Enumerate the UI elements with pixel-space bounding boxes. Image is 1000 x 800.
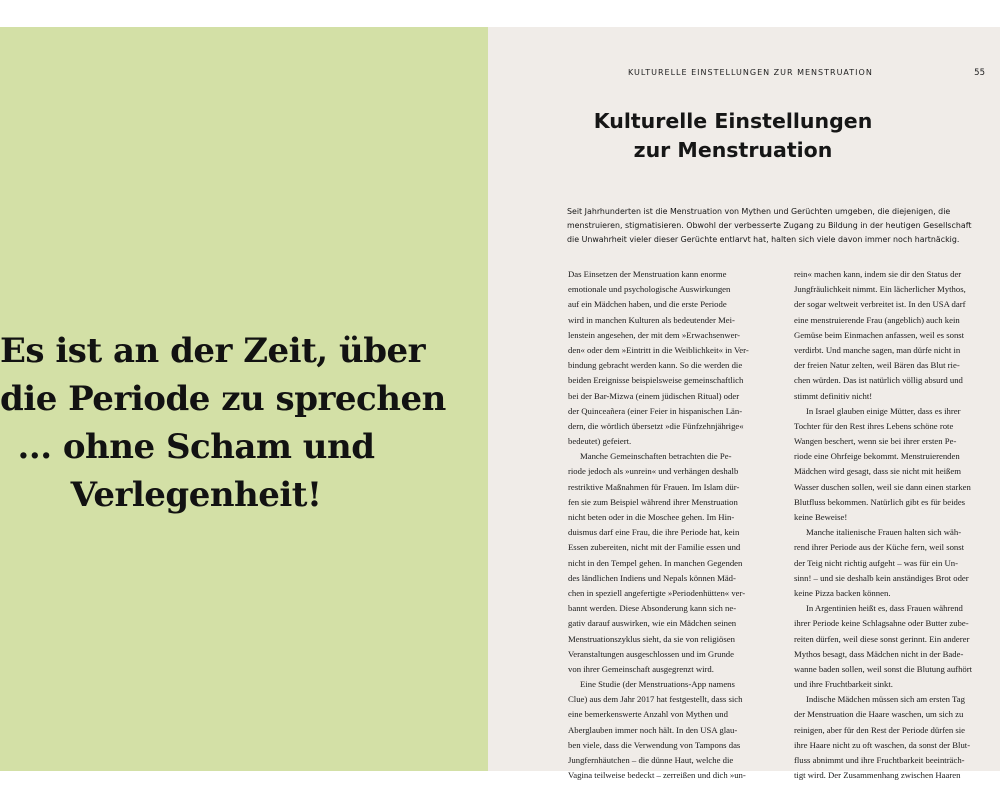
body-text-line: und ihre Fruchtbarkeit sinkt. bbox=[794, 679, 893, 690]
body-text-line: nicht in den Tempel gehen. In manchen Gegenden bbox=[568, 557, 743, 568]
page-number: 55 bbox=[974, 68, 985, 78]
chapter-title-line: Kulturelle Einstellungen bbox=[593, 109, 873, 133]
body-text-line: In Israel glauben einige Mütter, dass es ihrer bbox=[806, 405, 961, 416]
body-text-line: Menstruationszyklus sieht, da sie von religiösen bbox=[568, 633, 735, 644]
body-text-line: sinn! – und sie deshalb kein anständiges Brot oder bbox=[794, 572, 969, 583]
body-text-line: Manche italienische Frauen halten sich wäh- bbox=[806, 527, 962, 538]
pull-quote bbox=[0, 327, 446, 519]
body-text-line: Aberglauben immer noch hält. In den USA glau- bbox=[568, 724, 738, 735]
body-text-line: Gemüse beim Einmachen anfassen, weil es sonst bbox=[794, 329, 965, 340]
body-text-line: auf ein Mädchen haben, und die erste Periode bbox=[568, 299, 727, 310]
body-text-line: Essen zubereiten, nicht mit der Familie essen und bbox=[568, 542, 741, 553]
body-text-line: Jungfernhäutchen – die dünne Haut, welche die bbox=[568, 755, 734, 765]
body-text-line: Vagina teilweise bedeckt – zerreißen und dich »un- bbox=[568, 770, 746, 781]
body-text-line: reinigen, aber für den Rest der Periode dürfen sie bbox=[794, 724, 966, 735]
body-text-line: des ländlichen Indiens und Nepals können Mäd- bbox=[568, 572, 736, 583]
body-column-right bbox=[794, 267, 999, 783]
body-text-line: der sogar weltweit verbreitet ist. In den USA darf bbox=[794, 299, 966, 310]
pull-quote-line: ... ohne Scham und bbox=[17, 427, 375, 467]
body-text-line: fen sie zum Beispiel während ihrer Menstruation bbox=[568, 496, 738, 507]
body-text-line: Wasser duschen sollen, weil sie dann einen starken bbox=[794, 481, 971, 492]
body-text-line: rend ihrer Periode aus der Küche fern, weil sonst bbox=[794, 542, 965, 553]
body-text-line: bei der Bar-Mizwa (einem jüdischen Ritual) oder bbox=[568, 390, 740, 401]
intro-line: menstruieren, stigmatisieren. Obwohl der verbesserte Zugang zu Bildung in der heutigen Gesellschaft bbox=[567, 221, 972, 230]
pull-quote-line: Verlegenheit! bbox=[70, 475, 322, 515]
body-text-line: stimmt definitiv nicht! bbox=[794, 390, 873, 401]
body-text-line: emotionale und psychologische Auswirkungen bbox=[568, 284, 731, 295]
intro-line: die Unwahrheit vieler dieser Gerüchte entlarvt hat, halten sich viele davon immer noch hartnäckig. bbox=[567, 235, 960, 244]
body-text-line: lenstein angesehen, der mit dem »Erwachsenwer- bbox=[568, 329, 741, 340]
body-text-line: Indische Mädchen müssen sich am ersten Tag bbox=[806, 694, 965, 705]
body-text-line: eine menstruierende Frau (angeblich) auch kein bbox=[794, 314, 960, 325]
body-text-line: Manche Gemeinschaften betrachten die Pe- bbox=[580, 451, 732, 462]
book-spread bbox=[0, 27, 1000, 781]
body-text-line: keine Beweise! bbox=[794, 512, 848, 522]
left-page bbox=[0, 27, 488, 771]
body-text-line: rein« machen kann, indem sie dir den Status der bbox=[794, 269, 962, 279]
body-text-line: duismus darf eine Frau, die ihre Periode hat, kein bbox=[568, 527, 740, 538]
body-text-line: Wangen beschert, wenn sie bei ihrer ersten Pe- bbox=[794, 436, 957, 447]
body-text-line: keine Pizza backen können. bbox=[794, 587, 891, 598]
body-text-line: Mythos besagt, dass Mädchen nicht in der Bade- bbox=[794, 648, 964, 659]
body-text-line: reiten dürfen, weil diese sonst gerinnt. Ein anderer bbox=[794, 633, 970, 644]
body-text-line: bedeutet) gefeiert. bbox=[568, 436, 632, 447]
body-text-line: der Teig nicht richtig aufgeht – was für ein Un- bbox=[794, 557, 959, 568]
body-text-line: dern, die wörtlich übersetzt »die Fünfzehnjährige« bbox=[568, 420, 744, 431]
body-text-line: Jungfräulichkeit nimmt. Ein lächerlicher Mythos, bbox=[794, 284, 966, 295]
body-text-line: Tochter für den Rest ihres Lebens schöne rote bbox=[794, 420, 954, 431]
body-text-line: der Menstruation die Haare waschen, um sich zu bbox=[794, 709, 964, 720]
body-text-line: beiden Ereignisse beispielsweise gemeinschaftlich bbox=[568, 375, 744, 386]
body-text-line: Clue) aus dem Jahr 2017 hat festgestellt, dass sich bbox=[568, 694, 743, 705]
body-text-line: tigt wird. Der Zusammenhang zwischen Haaren bbox=[794, 770, 961, 781]
body-text-line: wanne baden sollen, weil sonst die Blutung aufhört bbox=[794, 663, 973, 674]
body-text-line: ihrer Periode keine Schlagsahne oder Butter zube- bbox=[794, 618, 969, 629]
intro-paragraph bbox=[567, 205, 998, 247]
body-text-line: riode jedoch als »unrein« und verhängen deshalb bbox=[568, 466, 739, 477]
body-text-line: chen in speziell angefertigte »Periodenhütten« ver- bbox=[568, 587, 746, 598]
body-text-line: wird in manchen Kulturen als bedeutender Mei- bbox=[568, 314, 735, 325]
body-column-left bbox=[568, 267, 773, 783]
pull-quote-line: Es ist an der Zeit, über bbox=[0, 331, 426, 371]
body-text-line: Eine Studie (der Menstruations-App namens bbox=[580, 679, 735, 690]
body-text-line: Blutfluss bekommen. Natürlich gibt es für beides bbox=[794, 496, 966, 507]
body-text-line: bannt werden. Diese Absonderung kann sich ne- bbox=[568, 603, 737, 614]
body-text-line: bindung gebracht werden kann. So die werden die bbox=[568, 360, 743, 371]
body-text-line: fluss abnimmt und ihre Fruchtbarkeit beeinträch- bbox=[794, 755, 965, 765]
body-text-line: restriktive Maßnahmen für Frauen. Im Islam dür- bbox=[568, 481, 740, 492]
running-head: KULTURELLE EINSTELLUNGEN ZUR MENSTRUATION bbox=[628, 68, 873, 77]
body-text-line: von ihrer Gemeinschaft ausgegrenzt wird. bbox=[568, 663, 714, 674]
body-text-line: eine bemerkenswerte Anzahl von Mythen und bbox=[568, 709, 728, 720]
body-text-line: ben viele, dass die Verwendung von Tampons das bbox=[568, 739, 741, 750]
body-text-line: den« oder dem »Eintritt in die Weiblichkeit« in Ver- bbox=[568, 344, 749, 355]
body-text-line: der Quinceañera (einer Feier in hispanischen Län- bbox=[568, 405, 743, 416]
pull-quote-line: die Periode zu sprechen bbox=[0, 379, 446, 419]
body-text-line: nicht beten oder in die Moschee gehen. Im Hin- bbox=[568, 512, 735, 522]
body-text-line: Veranstaltungen ausgeschlossen und im Grunde bbox=[568, 648, 734, 659]
body-text-line: verdirbt. Und manche sagen, man dürfe nicht in bbox=[794, 344, 961, 355]
body-text-line: Das Einsetzen der Menstruation kann enorme bbox=[568, 269, 727, 279]
chapter-title-line: zur Menstruation bbox=[633, 138, 833, 162]
body-text-line: ihre Haare nicht zu oft waschen, da sonst der Blut- bbox=[794, 739, 971, 750]
intro-line: Seit Jahrhunderten ist die Menstruation von Mythen und Gerüchten umgeben, die diejenigen, die bbox=[567, 207, 951, 216]
body-text-line: chen würden. Das ist natürlich völlig absurd und bbox=[794, 375, 963, 386]
body-text-line: gativ darauf auswirken, wie ein Mädchen seinen bbox=[568, 618, 737, 629]
body-text-line: riode eine Ohrfeige bekommt. Menstruierenden bbox=[794, 451, 960, 462]
chapter-title bbox=[548, 107, 918, 165]
body-text-line: Mädchen wird gesagt, dass sie nicht mit heißem bbox=[794, 466, 961, 477]
right-page bbox=[488, 27, 1000, 781]
body-text-line: der freien Natur zelten, weil Bären das Blut rie- bbox=[794, 360, 960, 371]
body-text-line: In Argentinien heißt es, dass Frauen während bbox=[806, 603, 963, 614]
